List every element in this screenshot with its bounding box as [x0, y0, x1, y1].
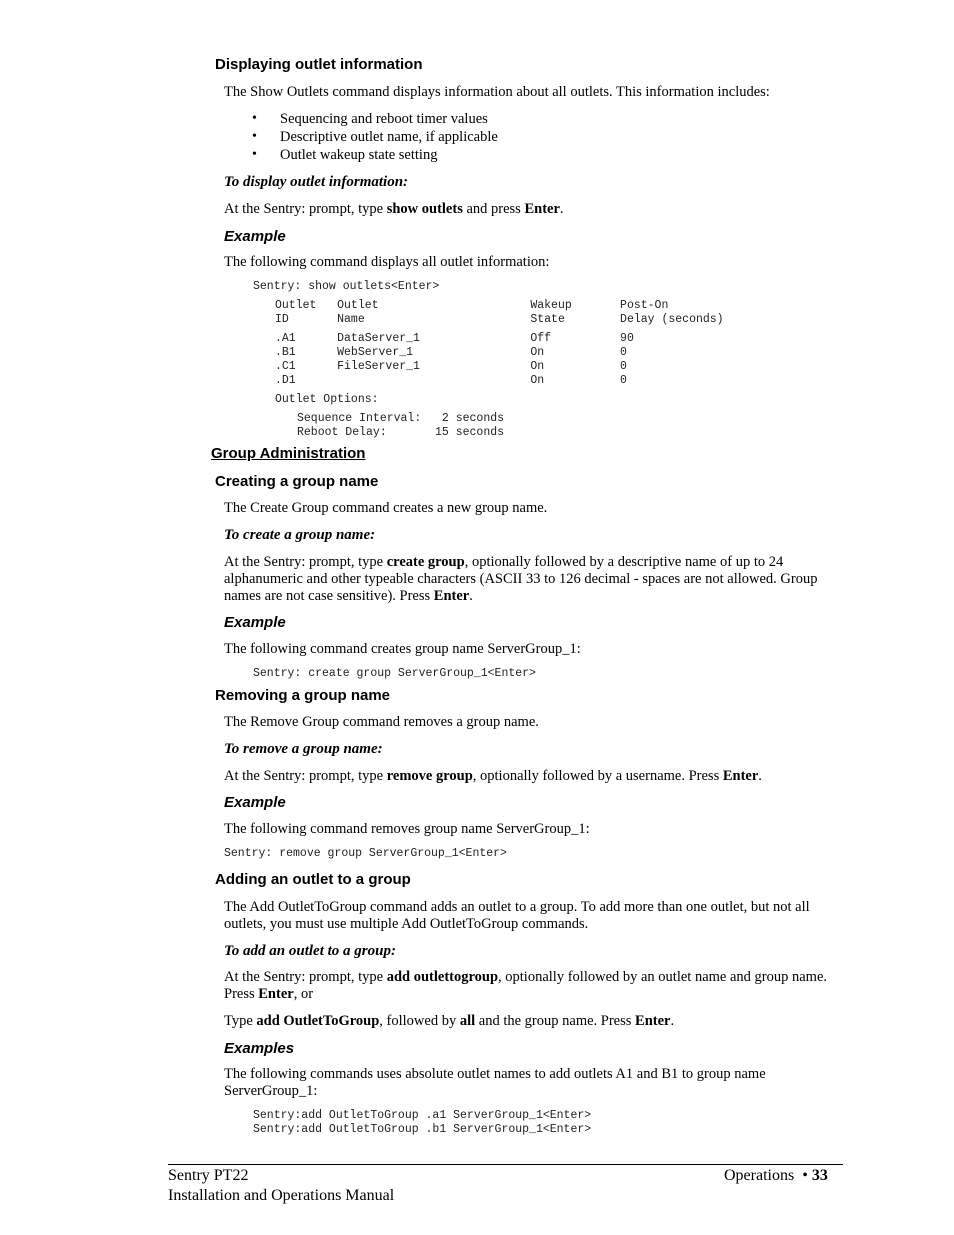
example-text: The following command creates group name ServerGroup_1:: [224, 641, 581, 657]
bullet-icon: •: [252, 147, 257, 162]
code-example: Sentry: create group ServerGroup_1<Enter>: [253, 667, 536, 680]
procedure-alt-text: Type add OutletToGroup, followed by all and the group name. Press Enter.: [224, 1013, 675, 1029]
footer-section: [724, 1167, 828, 1185]
section-heading-removing: Removing a group name: [215, 687, 391, 704]
removing-intro: The Remove Group command removes a group name.: [224, 714, 539, 730]
section-heading-creating: Creating a group name: [215, 473, 379, 490]
table-header-row1: Outlet Outlet Wakeup Post-On: [275, 299, 669, 312]
footer-rule: [168, 1164, 843, 1165]
creating-intro: The Create Group command creates a new group name.: [224, 500, 548, 516]
procedure-text: At the Sentry: prompt, type show outlets and press Enter.: [224, 201, 564, 217]
table-row: .B1 WebServer_1 On 0: [275, 346, 627, 359]
bullet-text: Sequencing and reboot timer values: [280, 111, 488, 127]
table-header-row2: ID Name State Delay (seconds): [275, 313, 724, 326]
footer-manual-title: Installation and Operations Manual: [168, 1187, 395, 1204]
example-heading: Example: [224, 228, 286, 245]
procedure-text: At the Sentry: prompt, type add outlettogroup, optionally followed by an outlet name and group name. Press Enter, or: [224, 969, 828, 1002]
procedure-text: At the Sentry: prompt, type create group, optionally followed by a descriptive name of up to 24 alphanumeric and other typeable characters (ASCII 33 to 126 decimal - spaces are not allowed. Group names are not case sensitive). Press Enter.: [224, 554, 818, 604]
table-row: .A1 DataServer_1 Off 90: [275, 332, 634, 345]
chapter-heading-group-administration: Group Administration: [211, 445, 366, 462]
example-text: The following command displays all outlet information:: [224, 254, 550, 270]
procedure-heading: To remove a group name:: [224, 741, 383, 757]
example-heading: Examples: [224, 1040, 295, 1057]
procedure-heading: To create a group name:: [224, 527, 376, 543]
sequence-interval-line: Sequence Interval: 2 seconds: [297, 412, 505, 425]
code-prompt: Sentry: show outlets<Enter>: [253, 280, 440, 293]
procedure-text: At the Sentry: prompt, type remove group, optionally followed by a username. Press Enter.: [224, 768, 762, 784]
procedure-heading: To display outlet information:: [224, 174, 409, 190]
page-number: 33: [811, 1167, 828, 1184]
code-example: Sentry:add OutletToGroup .a1 ServerGroup_1<Enter>: [253, 1109, 592, 1122]
bullet-icon: •: [252, 129, 257, 144]
example-text: The following commands uses absolute outlet names to add outlets A1 and B1 to group name ServerGroup_1:: [224, 1066, 766, 1099]
example-heading: Example: [224, 614, 286, 631]
bullet-text: Outlet wakeup state setting: [280, 147, 438, 163]
bullet-icon: •: [802, 1167, 808, 1184]
options-label: Outlet Options:: [275, 393, 379, 406]
code-example: Sentry: remove group ServerGroup_1<Enter>: [224, 847, 507, 860]
footer-product: Sentry PT22: [168, 1167, 249, 1184]
displaying-intro: The Show Outlets command displays information about all outlets. This information includes:: [224, 84, 770, 100]
footer-section-name: Operations: [724, 1167, 795, 1184]
procedure-heading: To add an outlet to a group:: [224, 943, 396, 959]
section-heading-displaying: Displaying outlet information: [215, 56, 423, 73]
table-row: .C1 FileServer_1 On 0: [275, 360, 627, 373]
adding-intro: The Add OutletToGroup command adds an outlet to a group. To add more than one outlet, but not all outlets, you must use multiple Add OutletToGroup commands.: [224, 899, 810, 932]
bullet-text: Descriptive outlet name, if applicable: [280, 129, 498, 145]
table-row: .D1 On 0: [275, 374, 627, 387]
example-heading: Example: [224, 794, 286, 811]
example-text: The following command removes group name ServerGroup_1:: [224, 821, 590, 837]
reboot-delay-line: Reboot Delay: 15 seconds: [297, 426, 505, 439]
code-example: Sentry:add OutletToGroup .b1 ServerGroup_1<Enter>: [253, 1123, 592, 1136]
section-heading-adding: Adding an outlet to a group: [215, 871, 411, 888]
bullet-icon: •: [252, 111, 257, 126]
